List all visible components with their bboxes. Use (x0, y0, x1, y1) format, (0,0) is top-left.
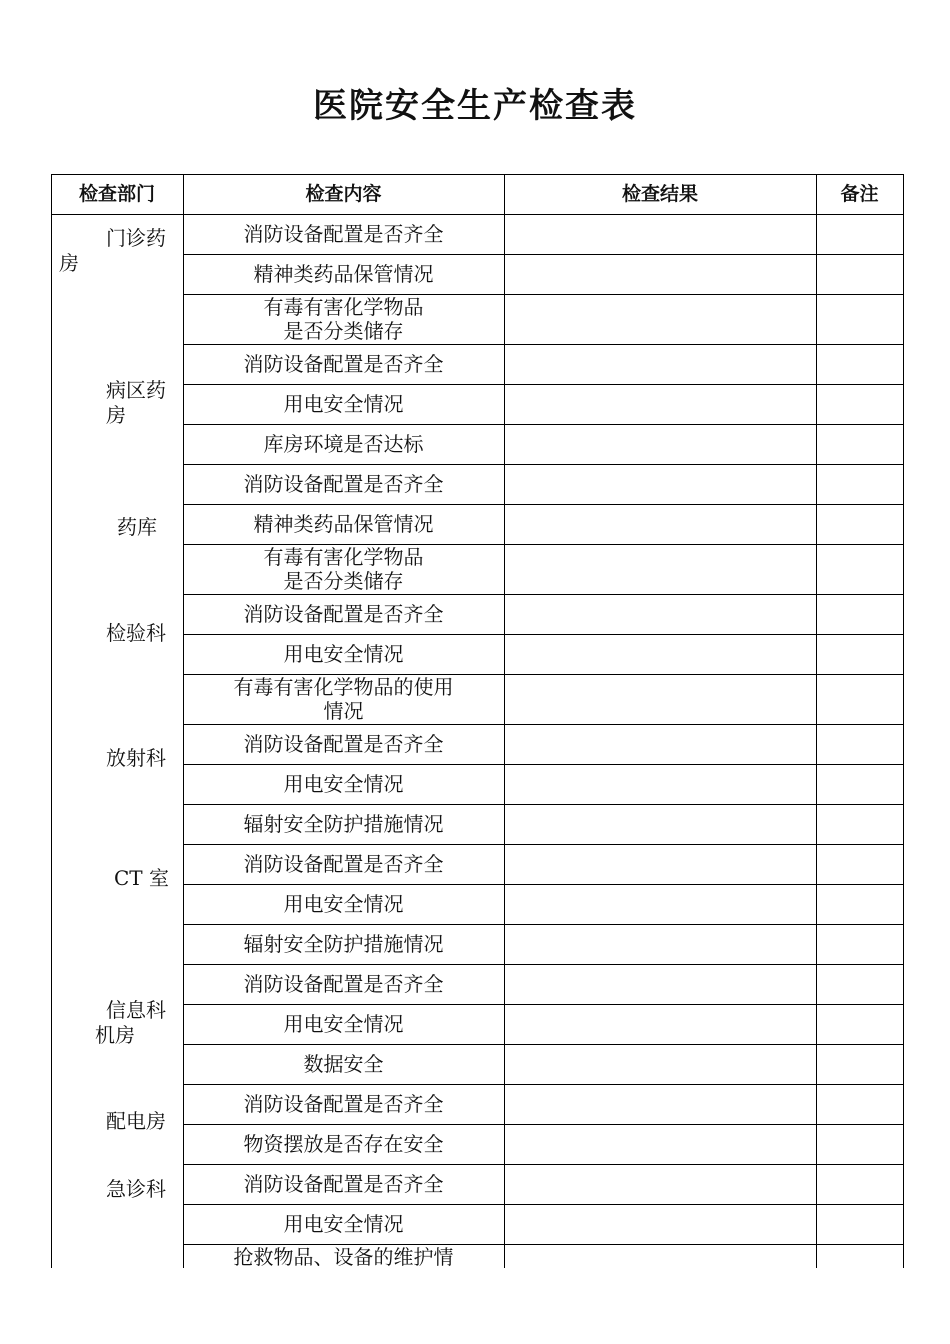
header-cell: 备注 (840, 183, 879, 205)
content-cell: 用电安全情况 (283, 892, 404, 916)
table-border (183, 544, 904, 545)
table-border (183, 174, 184, 1268)
table-border (504, 174, 505, 1268)
content-cell: 消防设备配置是否齐全 (243, 972, 444, 996)
result-cell[interactable] (504, 294, 816, 344)
note-cell[interactable] (816, 924, 903, 964)
table-border (183, 504, 904, 505)
table-border (51, 174, 904, 175)
result-cell[interactable] (504, 674, 816, 724)
note-cell[interactable] (816, 214, 903, 254)
department-label: 放射科 (106, 746, 166, 770)
content-cell: 有毒有害化学物品 是否分类储存 (263, 545, 424, 593)
content-cell: 消防设备配置是否齐全 (243, 352, 444, 376)
content-cell: 消防设备配置是否齐全 (243, 222, 444, 246)
content-cell: 抢救物品、设备的维护情 (233, 1244, 454, 1269)
department-label: 病区药 房 (106, 378, 166, 427)
department-label: CT 室 (114, 866, 169, 890)
page-title: 医院安全生产检查表 (313, 86, 637, 126)
table-border (183, 1044, 904, 1045)
result-cell[interactable] (504, 924, 816, 964)
result-cell[interactable] (504, 1204, 816, 1244)
note-cell[interactable] (816, 544, 903, 594)
content-cell: 辐射安全防护措施情况 (243, 932, 444, 956)
result-cell[interactable] (504, 1044, 816, 1084)
result-cell[interactable] (504, 844, 816, 884)
table-border (183, 254, 904, 255)
note-cell[interactable] (816, 1084, 903, 1124)
content-cell: 数据安全 (303, 1052, 384, 1076)
result-cell[interactable] (504, 634, 816, 674)
result-cell[interactable] (504, 1244, 816, 1269)
table-border (183, 964, 904, 965)
table-border (183, 1124, 904, 1125)
inspection-table (51, 174, 903, 1268)
table-border (183, 884, 904, 885)
result-cell[interactable] (504, 504, 816, 544)
department-label: 信息科 机房 (95, 998, 166, 1047)
content-cell: 精神类药品保管情况 (253, 512, 434, 536)
result-cell[interactable] (504, 1124, 816, 1164)
result-cell[interactable] (504, 804, 816, 844)
note-cell[interactable] (816, 674, 903, 724)
content-cell: 用电安全情况 (283, 1212, 404, 1236)
note-cell[interactable] (816, 804, 903, 844)
result-cell[interactable] (504, 1004, 816, 1044)
content-cell: 用电安全情况 (283, 1012, 404, 1036)
result-cell[interactable] (504, 464, 816, 504)
header-cell: 检查结果 (621, 183, 698, 205)
result-cell[interactable] (504, 764, 816, 804)
table-border (51, 214, 904, 215)
content-cell: 物资摆放是否存在安全 (243, 1132, 444, 1156)
note-cell[interactable] (816, 504, 903, 544)
table-border (183, 1244, 904, 1245)
result-cell[interactable] (504, 344, 816, 384)
result-cell[interactable] (504, 424, 816, 464)
table-border (183, 674, 904, 675)
result-cell[interactable] (504, 594, 816, 634)
note-cell[interactable] (816, 724, 903, 764)
content-cell: 精神类药品保管情况 (253, 262, 434, 286)
table-border (183, 844, 904, 845)
result-cell[interactable] (504, 214, 816, 254)
content-cell: 辐射安全防护措施情况 (243, 812, 444, 836)
table-border (183, 464, 904, 465)
note-cell[interactable] (816, 1244, 903, 1269)
content-cell: 用电安全情况 (283, 772, 404, 796)
note-cell[interactable] (816, 294, 903, 344)
note-cell[interactable] (816, 254, 903, 294)
result-cell[interactable] (504, 254, 816, 294)
table-border (183, 344, 904, 345)
note-cell[interactable] (816, 764, 903, 804)
table-border (183, 1204, 904, 1205)
content-cell: 用电安全情况 (283, 392, 404, 416)
department-label: 药库 (117, 515, 157, 539)
note-cell[interactable] (816, 424, 903, 464)
content-cell: 消防设备配置是否齐全 (243, 1172, 444, 1196)
result-cell[interactable] (504, 884, 816, 924)
table-border (183, 724, 904, 725)
content-cell: 库房环境是否达标 (263, 432, 424, 456)
content-cell: 消防设备配置是否齐全 (243, 732, 444, 756)
result-cell[interactable] (504, 724, 816, 764)
note-cell[interactable] (816, 1004, 903, 1044)
department-label: 急诊科 (106, 1177, 166, 1201)
table-border (183, 294, 904, 295)
department-label: 检验科 (106, 621, 166, 645)
content-cell: 用电安全情况 (283, 642, 404, 666)
note-cell[interactable] (816, 1164, 903, 1204)
content-cell: 有毒有害化学物品的使用 情况 (233, 675, 454, 723)
result-cell[interactable] (504, 1164, 816, 1204)
note-cell[interactable] (816, 634, 903, 674)
department-label: 门诊药 房 (59, 226, 166, 275)
note-cell[interactable] (816, 884, 903, 924)
content-cell: 消防设备配置是否齐全 (243, 602, 444, 626)
result-cell[interactable] (504, 964, 816, 1004)
header-cell: 检查内容 (305, 183, 382, 205)
table-border (183, 924, 904, 925)
content-cell: 有毒有害化学物品 是否分类储存 (263, 295, 424, 343)
table-border (183, 634, 904, 635)
note-cell[interactable] (816, 384, 903, 424)
table-border (183, 1084, 904, 1085)
note-cell[interactable] (816, 464, 903, 504)
result-cell[interactable] (504, 384, 816, 424)
table-border (183, 764, 904, 765)
table-border (183, 804, 904, 805)
note-cell[interactable] (816, 844, 903, 884)
table-border (183, 1004, 904, 1005)
note-cell[interactable] (816, 1044, 903, 1084)
table-border (903, 174, 904, 1268)
header-cell: 检查部门 (78, 183, 155, 205)
note-cell[interactable] (816, 964, 903, 1004)
note-cell[interactable] (816, 1124, 903, 1164)
department-label: 配电房 (106, 1109, 166, 1133)
table-border (183, 594, 904, 595)
table-border (183, 1164, 904, 1165)
table-border (51, 174, 52, 1268)
table-border (183, 384, 904, 385)
note-cell[interactable] (816, 344, 903, 384)
note-cell[interactable] (816, 594, 903, 634)
result-cell[interactable] (504, 1084, 816, 1124)
content-cell: 消防设备配置是否齐全 (243, 852, 444, 876)
table-border (816, 174, 817, 1268)
note-cell[interactable] (816, 1204, 903, 1244)
table-border (183, 424, 904, 425)
content-cell: 消防设备配置是否齐全 (243, 472, 444, 496)
content-cell: 消防设备配置是否齐全 (243, 1092, 444, 1116)
result-cell[interactable] (504, 544, 816, 594)
